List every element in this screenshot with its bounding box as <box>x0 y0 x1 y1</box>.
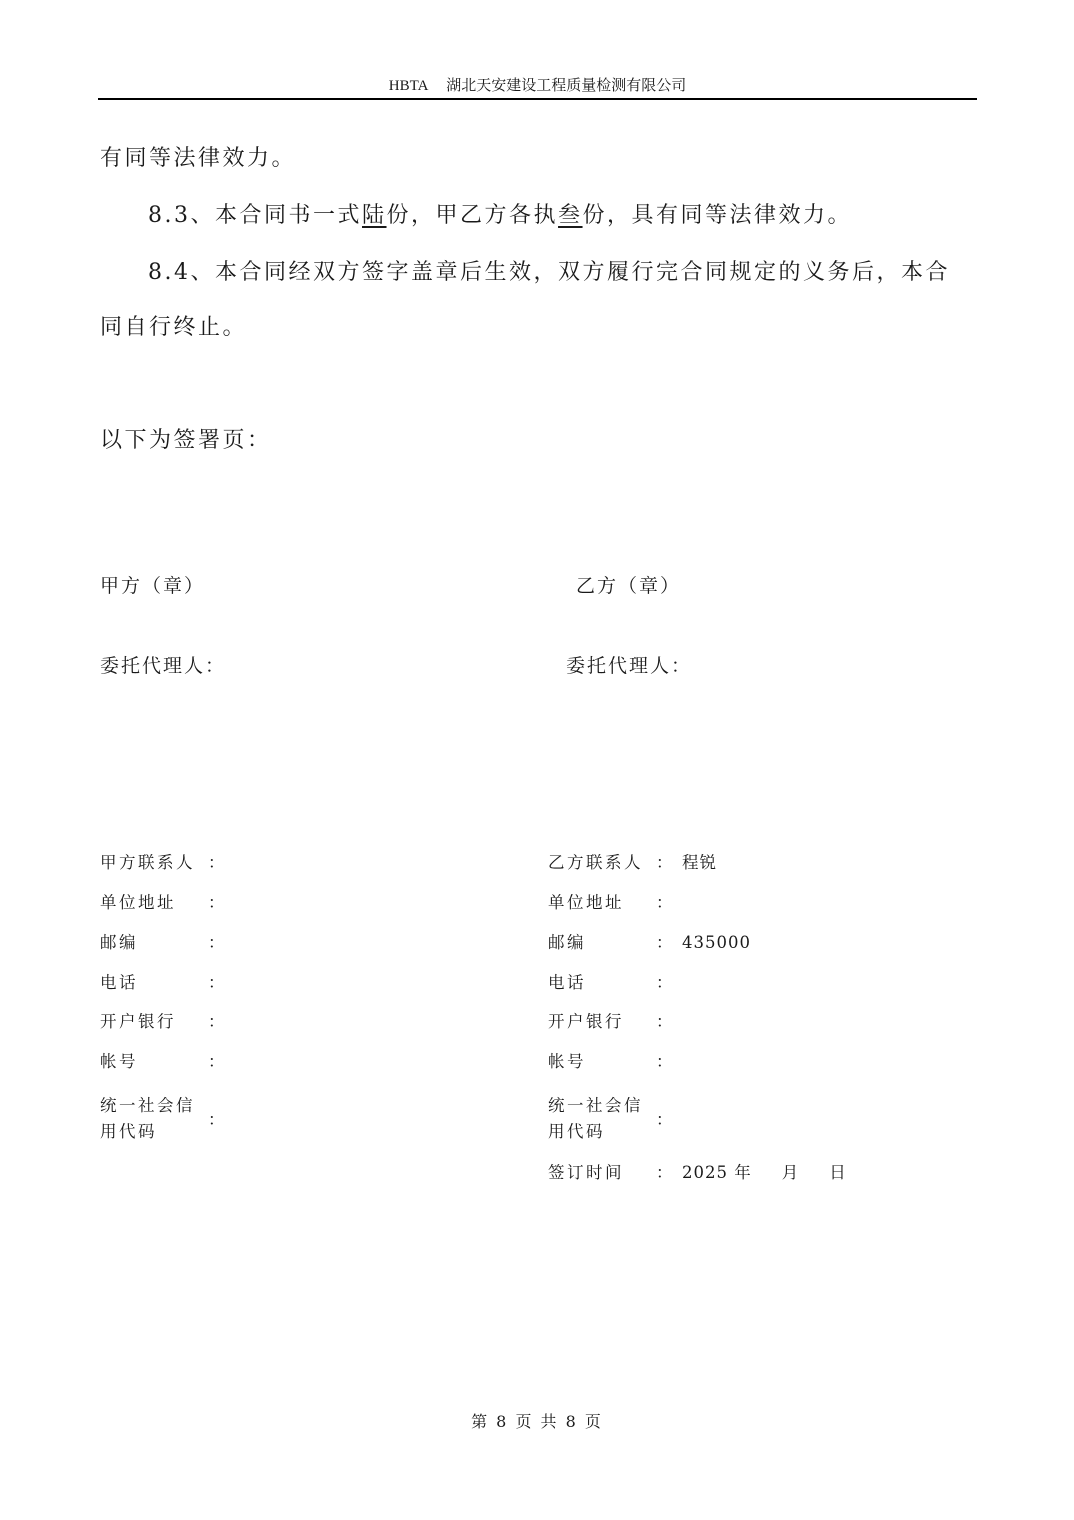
clause-8-3-suffix: 份，具有同等法律效力。 <box>582 203 853 228</box>
clause-8-3-prefix: 8.3、本合同书一式 <box>148 203 362 228</box>
party-a-seal: 甲方（章） <box>100 575 206 597</box>
party-b-postcode-label: 邮编 <box>548 933 586 952</box>
clause-8-4-line1: 8.4、本合同经双方签字盖章后生效，双方履行完合同规定的义务后，本合 <box>148 260 950 285</box>
clause-8-3-copies: 陆 <box>362 203 387 228</box>
party-a-bank-label: 开户银行 <box>100 1012 176 1031</box>
party-b-agent: 委托代理人： <box>566 655 693 677</box>
party-a-account-label: 帐号 <box>100 1052 138 1071</box>
colon: ： <box>208 1052 227 1071</box>
party-b-address-label: 单位地址 <box>548 893 624 912</box>
colon: ： <box>656 1052 675 1071</box>
company-name: 湖北天安建设工程质量检测有限公司 <box>446 78 687 94</box>
party-a-address-label: 单位地址 <box>100 893 176 912</box>
party-b-credit-code-label <box>548 1093 652 1145</box>
page-number: 第 8 页 共 8 页 <box>471 1412 603 1431</box>
party-b-bank-label: 开户银行 <box>548 1012 624 1031</box>
party-a-credit-code-label-line2: 用代码 <box>100 1122 157 1141</box>
paragraph-continuation: 有同等法律效力。 <box>100 146 297 171</box>
colon: ： <box>208 933 227 952</box>
party-b-sign-date-value <box>682 1160 847 1186</box>
colon: ： <box>208 1110 227 1129</box>
colon: ： <box>656 973 675 992</box>
party-b-contact-label: 乙方联系人 <box>548 853 643 872</box>
party-b-sign-date-label: 签订时间 <box>548 1163 624 1182</box>
colon: ： <box>656 1012 675 1031</box>
party-b-seal: 乙方（章） <box>576 575 682 597</box>
colon: ： <box>208 1012 227 1031</box>
sign-page-note: 以下为签署页： <box>100 428 272 453</box>
page-header <box>98 72 977 100</box>
party-a-postcode-label: 邮编 <box>100 933 138 952</box>
sign-date-day: 日 <box>829 1163 847 1182</box>
colon: ： <box>656 893 675 912</box>
colon: ： <box>208 893 227 912</box>
party-b-postcode-value: 435000 <box>682 933 751 952</box>
party-b-credit-code-label-line2: 用代码 <box>548 1122 605 1141</box>
sign-date-month: 月 <box>781 1163 800 1182</box>
clause-8-3 <box>100 188 977 244</box>
clause-8-4-line2: 同自行终止。 <box>100 315 248 340</box>
party-b-phone-label: 电话 <box>548 973 586 992</box>
party-a-agent: 委托代理人： <box>100 655 227 677</box>
colon: ： <box>208 853 227 872</box>
sign-date-year: 2025 年 <box>682 1163 752 1182</box>
party-a-credit-code-label-line1: 统一社会信 <box>100 1096 195 1115</box>
party-b-contact-value: 程锐 <box>682 853 717 872</box>
party-b-credit-code-label-line1: 统一社会信 <box>548 1096 643 1115</box>
party-a-contact-label: 甲方联系人 <box>100 853 195 872</box>
colon: ： <box>656 853 675 872</box>
party-a-phone-label: 电话 <box>100 973 138 992</box>
party-b-account-label: 帐号 <box>548 1052 586 1071</box>
clause-8-3-middle: 份，甲乙方各执 <box>386 203 559 228</box>
colon: ： <box>208 973 227 992</box>
party-a-credit-code-label <box>100 1093 204 1145</box>
colon: ： <box>656 933 675 952</box>
colon: ： <box>656 1110 675 1129</box>
company-code: HBTA <box>388 78 429 94</box>
clause-8-3-each: 叁 <box>558 203 583 228</box>
colon: ： <box>656 1163 675 1182</box>
